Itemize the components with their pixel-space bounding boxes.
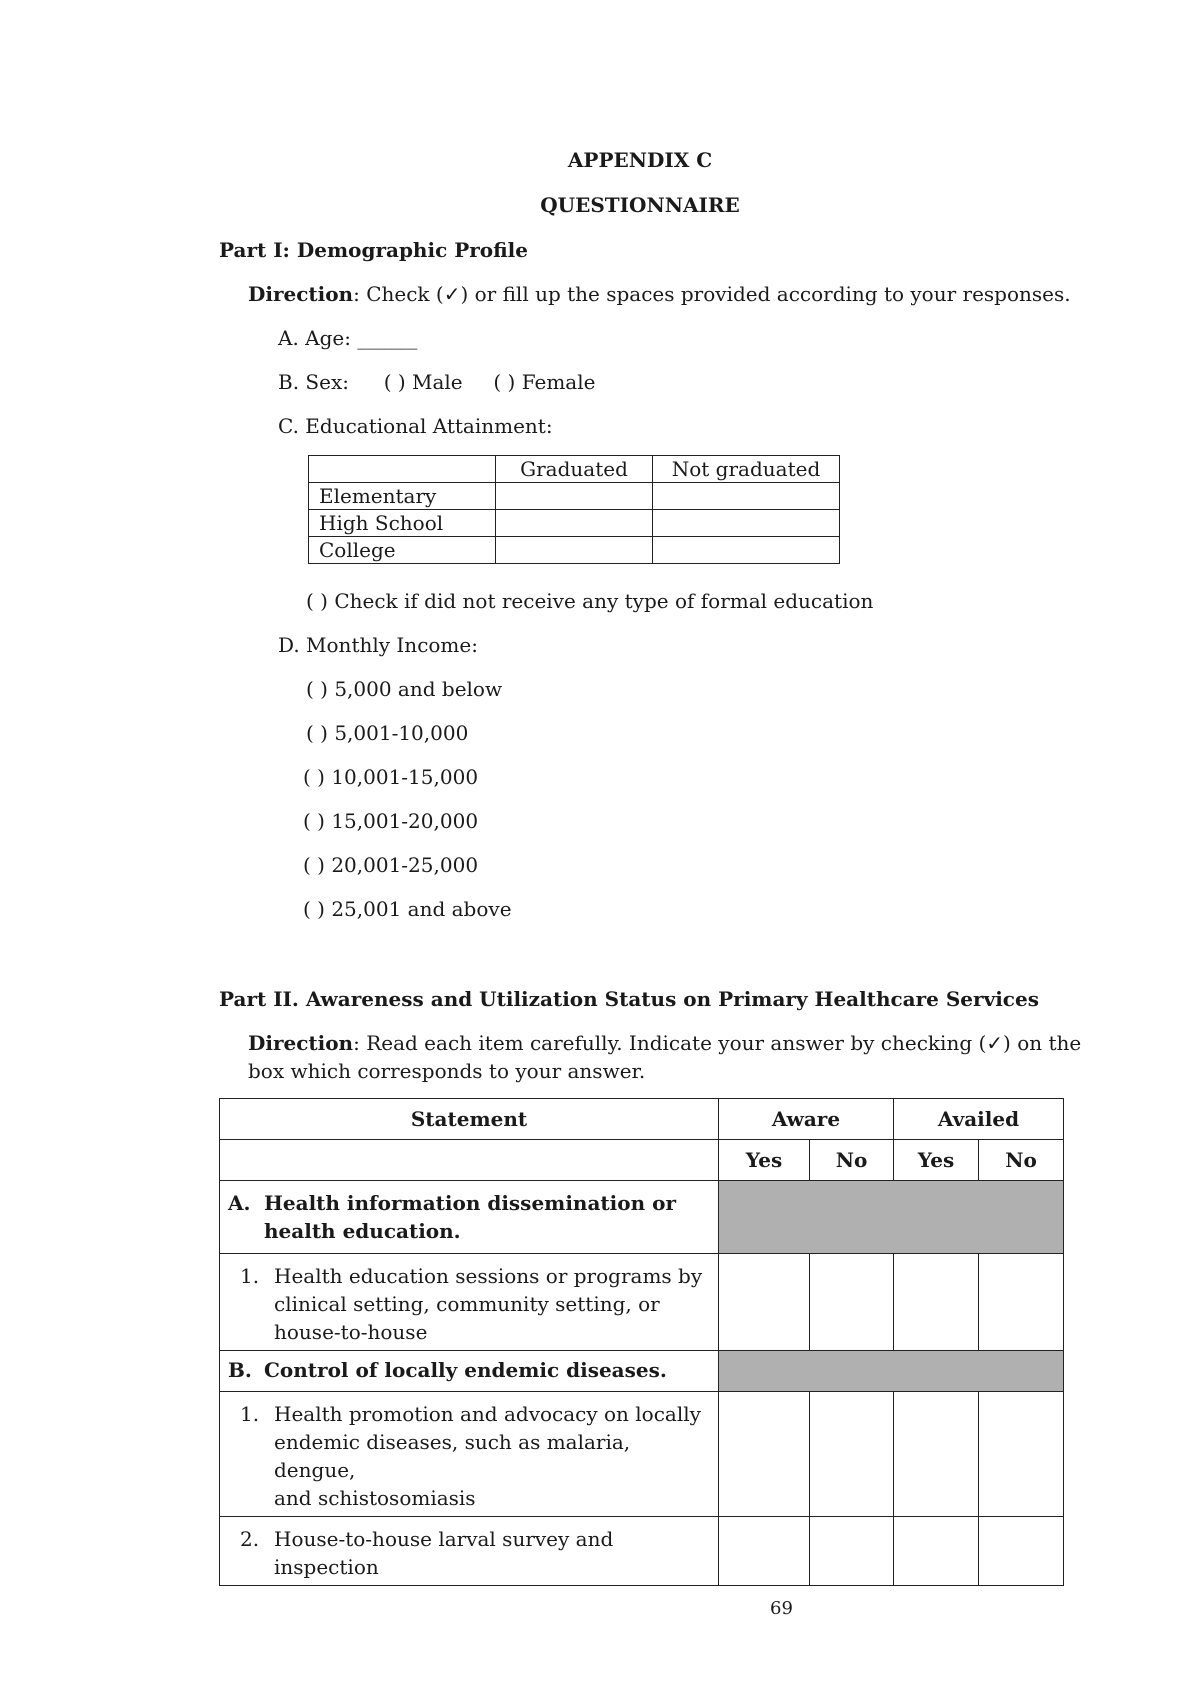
statement-line: clinical setting, community setting, or xyxy=(274,1292,660,1316)
aware-yes-header: Yes xyxy=(719,1140,810,1181)
edu-header-not-graduated: Not graduated xyxy=(653,456,840,483)
section-shade xyxy=(719,1181,1064,1254)
part1-heading: Part I: Demographic Profile xyxy=(219,238,528,262)
aware-yes-box[interactable] xyxy=(719,1254,810,1351)
statement-line: Health promotion and advocacy on locally xyxy=(274,1402,701,1426)
aware-no-box[interactable] xyxy=(810,1392,894,1517)
edu-cell-not-graduated[interactable] xyxy=(653,510,840,537)
statement-cell xyxy=(220,1392,719,1517)
item-number: 1. xyxy=(240,1402,260,1426)
edu-row-label: High School xyxy=(309,510,496,537)
edu-header-graduated: Graduated xyxy=(496,456,653,483)
section-a-title xyxy=(220,1181,719,1254)
section-letter: B. xyxy=(228,1358,252,1382)
part2-direction-line2: box which corresponds to your answer. xyxy=(248,1059,646,1083)
section-shade xyxy=(719,1351,1064,1392)
sex-male-option[interactable]: ( ) Male xyxy=(383,370,463,394)
edu-row xyxy=(309,537,840,564)
appendix-title: APPENDIX C xyxy=(567,148,713,172)
availed-yes-box[interactable] xyxy=(894,1517,979,1586)
col-availed-header: Availed xyxy=(894,1099,1064,1140)
availed-no-box[interactable] xyxy=(979,1517,1064,1586)
section-b-text: Control of locally endemic diseases. xyxy=(264,1358,667,1382)
statement-line: Health education sessions or programs by xyxy=(274,1264,703,1288)
edu-row xyxy=(309,483,840,510)
statement-line: endemic diseases, such as malaria, dengue, xyxy=(274,1430,631,1482)
edu-cell-graduated[interactable] xyxy=(496,483,653,510)
availed-no-box[interactable] xyxy=(979,1254,1064,1351)
part2-direction-line1 xyxy=(248,1031,1081,1055)
direction-text: : Read each item carefully. Indicate your answer by checking (✓) on the xyxy=(353,1031,1082,1055)
edu-cell-graduated[interactable] xyxy=(496,510,653,537)
income-option[interactable]: ( ) 5,001-10,000 xyxy=(306,721,469,745)
aware-no-header: No xyxy=(810,1140,894,1181)
edu-row-label: Elementary xyxy=(309,483,496,510)
edu-cell-graduated[interactable] xyxy=(496,537,653,564)
section-a-line2: health education. xyxy=(264,1219,461,1243)
page-number: 69 xyxy=(770,1598,793,1619)
item-number: 2. xyxy=(240,1527,260,1551)
statement-line: House-to-house larval survey and xyxy=(274,1527,614,1551)
statement-line: house-to-house xyxy=(274,1320,428,1344)
direction-label: Direction xyxy=(248,282,354,306)
section-b-row xyxy=(220,1351,1064,1392)
income-option[interactable]: ( ) 10,001-15,000 xyxy=(303,765,479,789)
availed-no-header: No xyxy=(979,1140,1064,1181)
no-formal-education-option[interactable]: ( ) Check if did not receive any type of formal education xyxy=(306,589,874,613)
section-a-row xyxy=(220,1181,1064,1254)
table-row xyxy=(220,1254,1064,1351)
education-table xyxy=(308,455,840,564)
direction-label: Direction xyxy=(248,1031,354,1055)
questionnaire-title: QUESTIONNAIRE xyxy=(540,193,740,217)
sex-field xyxy=(278,370,595,394)
availed-yes-box[interactable] xyxy=(894,1392,979,1517)
table-row xyxy=(220,1517,1064,1586)
sex-label: B. Sex: xyxy=(278,370,349,394)
income-option[interactable]: ( ) 25,001 and above xyxy=(303,897,512,921)
aw-header-row xyxy=(220,1099,1064,1140)
section-letter: A. xyxy=(228,1191,251,1215)
statement-line: inspection xyxy=(274,1555,379,1579)
statement-cell xyxy=(220,1517,719,1586)
table-row xyxy=(220,1392,1064,1517)
direction-text: : Check (✓) or fill up the spaces provided according to your responses. xyxy=(353,282,1071,306)
aware-no-box[interactable] xyxy=(810,1517,894,1586)
availed-yes-header: Yes xyxy=(894,1140,979,1181)
availed-no-box[interactable] xyxy=(979,1392,1064,1517)
subheader-blank xyxy=(220,1140,719,1181)
sex-female-option[interactable]: ( ) Female xyxy=(493,370,596,394)
edu-label: C. Educational Attainment: xyxy=(278,414,553,438)
income-option[interactable]: ( ) 5,000 and below xyxy=(306,677,503,701)
aware-no-box[interactable] xyxy=(810,1254,894,1351)
aware-yes-box[interactable] xyxy=(719,1517,810,1586)
part2-heading: Part II. Awareness and Utilization Status on Primary Healthcare Services xyxy=(219,987,1039,1011)
statement-line: and schistosomiasis xyxy=(274,1486,476,1510)
col-statement-header: Statement xyxy=(220,1099,719,1140)
edu-row xyxy=(309,510,840,537)
edu-header-row xyxy=(309,456,840,483)
edu-cell-not-graduated[interactable] xyxy=(653,483,840,510)
age-field[interactable]: A. Age: ______ xyxy=(278,326,418,350)
income-option[interactable]: ( ) 15,001-20,000 xyxy=(303,809,479,833)
income-label: D. Monthly Income: xyxy=(278,633,478,657)
availed-yes-box[interactable] xyxy=(894,1254,979,1351)
part1-direction xyxy=(248,282,1071,306)
aware-yes-box[interactable] xyxy=(719,1392,810,1517)
income-option[interactable]: ( ) 20,001-25,000 xyxy=(303,853,479,877)
col-aware-header: Aware xyxy=(719,1099,894,1140)
edu-cell-not-graduated[interactable] xyxy=(653,537,840,564)
section-a-line1: Health information dissemination or xyxy=(264,1191,676,1215)
awareness-table xyxy=(219,1098,1064,1586)
item-number: 1. xyxy=(240,1264,260,1288)
edu-row-label: College xyxy=(309,537,496,564)
statement-cell xyxy=(220,1254,719,1351)
aw-subheader-row xyxy=(220,1140,1064,1181)
section-b-title xyxy=(220,1351,719,1392)
edu-header-blank xyxy=(309,456,496,483)
